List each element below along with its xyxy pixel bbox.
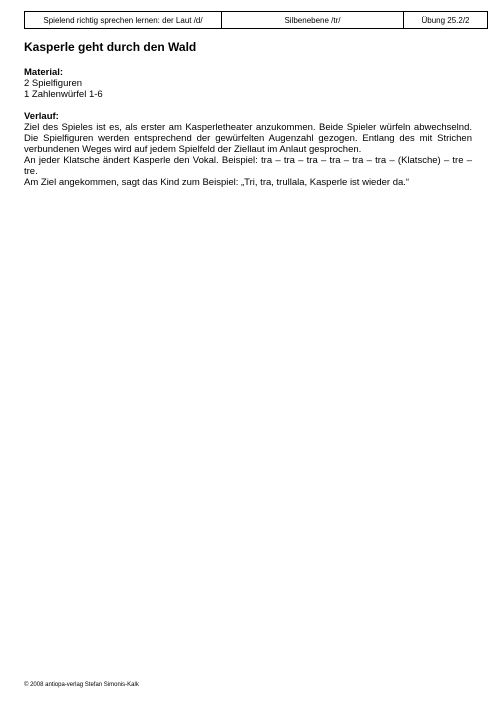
procedure-heading: Verlauf:: [24, 111, 59, 122]
copyright-footer: © 2008 antiopa-verlag Stefan Simonis-Kalk: [24, 682, 139, 688]
material-heading: Material:: [24, 67, 64, 78]
material-item: 2 Spielfiguren: [24, 78, 83, 89]
header-level: Silbenebene /tr/: [222, 12, 404, 29]
header-table: [24, 11, 488, 29]
worksheet-content: [24, 40, 472, 199]
header-exercise-number: Übung 25.2/2: [404, 12, 488, 29]
header-book-title: Spielend richtig sprechen lernen: der Laut /d/: [25, 12, 222, 29]
procedure-paragraph-vowel: An jeder Klatsche ändert Kasperle den Vokal. Beispiel: tra – tra – tra – tra – tra – tra – (Klatsche) – tre – tre.: [24, 155, 472, 177]
procedure-section: [24, 111, 472, 188]
procedure-paragraph-finish: Am Ziel angekommen, sagt das Kind zum Beispiel: „Tri, tra, trullala, Kasperle ist wieder da.“: [24, 177, 410, 188]
material-section: [24, 67, 472, 100]
page-title: Kasperle geht durch den Wald: [24, 40, 197, 54]
material-item: 1 Zahlenwürfel 1-6: [24, 89, 103, 100]
procedure-paragraph-goal: Ziel des Spieles ist es, als erster am Kasperletheater anzukommen. Beide Spieler würfeln abwechselnd. Die Spielfiguren werden entsprechend der gewürfelten Augenzahl gezogen. Entlang des mit Strichen verbundenen Weges wird auf jedem Spielfeld der Ziellaut im Anlaut gesprochen.: [24, 122, 472, 155]
